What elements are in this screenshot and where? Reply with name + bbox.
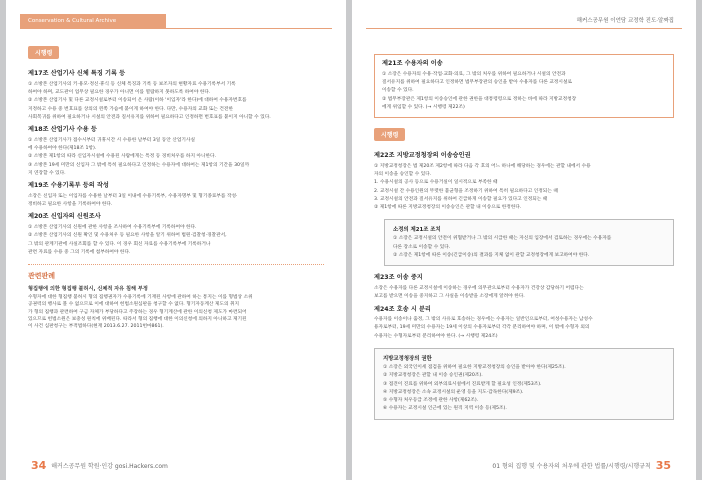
- summary-line: ② 지방교정청장은 관할 내 이송 승인권(제20조).: [383, 373, 483, 379]
- article-item: 정비하고 필요한 사항을 기록하여야 한다.: [28, 202, 113, 208]
- article-item: 용자로부터, 19세 미만의 수용자는 19세 이상의 수용자로부터 각각 분리하여야 하며, 이 밖에 수형자 외의: [374, 325, 590, 331]
- article-item: 관련 자료를 수용 중 그의 기록에 첨부하여야 한다.: [28, 249, 131, 255]
- article-item: 에 수용하여야 한다(제18조 1항).: [28, 146, 97, 152]
- article-item: 2. 교정시설 간 수용인원의 뚜렷한 불균형을 조정하기 위하여 특히 필요하다고 인정되는 때: [374, 188, 558, 194]
- article-item: ① 소방본 산업기사의 키·용모·정신·휴식 등 신체 특징과 기록 등 보조자의 현황자료 수용기록부서 기록: [28, 81, 236, 87]
- article-item: 지정하고 수용 중 번호표를 상의의 왼쪽 가슴에 붙이게 하여야 한다. 다만, 수용자의 교화 또는 건전한: [28, 106, 233, 112]
- right-running-header: 해커스공무원 이언담 교정학 진도·알짜집: [576, 18, 674, 24]
- right-content: [374, 50, 674, 428]
- article-item: ② 소방본 산업기사 및 다른 교정시설로부터 이송되어 온 사람(이하 '이입자'라 한다)에 대하여 수용자번호를: [28, 98, 247, 104]
- case-line: 공권력의 행사로 볼 수 없으므로 이에 대하여 헌법소원심판을 청구할 수 없다. 형기자동계산 제도의 취지: [28, 302, 240, 308]
- related-case-label: 관련판례: [28, 272, 56, 281]
- article-item: ② 법무부장관은 제1항의 이송승인에 관한 권한을 대통령령으로 정하는 바에 따라 지방교정청장: [382, 96, 577, 102]
- article-item: 1. 수용시설의 공사 등으로 수용거실이 일시적으로 부족한 때: [374, 180, 498, 186]
- article-block: [28, 182, 324, 208]
- summary-line: ⑥ 수용자는 교정시설 인근에 있는 원격 지역 이송 등(제5조).: [383, 406, 507, 412]
- note-title: 소정의 제21조 조치: [393, 227, 441, 234]
- article-item: 그 밖의 관계기관에 사실조회를 할 수 있다. 이 경우 회신 자료를 수용기록부에 기록하거나: [28, 241, 211, 247]
- left-page: [6, 0, 346, 480]
- article-title: 제20조 신입자의 신원조사: [28, 213, 101, 221]
- article-title: 제24조 호송 시 분리: [374, 305, 431, 313]
- article-item: 소장은 수용자를 다른 교정시설에 이송하는 경우에 의무관으로부터 수용자가 건강상 감당하기 어렵다는: [374, 285, 584, 291]
- right-header-rule: [366, 28, 682, 29]
- summary-box: [374, 348, 674, 420]
- article-item: ① 지방교정청장은 법 제20조 제2항에 따라 다음 각 호의 어느 하나에 해당하는 경우에는 관할 내에서 수용: [374, 163, 591, 169]
- article-block: [28, 70, 324, 121]
- article-item: 사회복귀를 위하여 필요하거나 시설의 안전과 질서유지를 위하여 필요하다고 인정하면 번호표를 붙이지 아니할 수 있다.: [28, 114, 271, 120]
- article-title: 제17조 산업기사 신체 특징 기록 등: [28, 70, 126, 77]
- article-item: ① 소방본 산업기사의 신원에 관한 사항을 조사하여 수용기록부에 기록하여야 한다.: [28, 225, 197, 231]
- left-header-rule: [20, 28, 332, 29]
- article-item: 지 연장할 수 있다.: [28, 170, 66, 176]
- note-line: ① 소장은 교정시설의 안전이 위협받거나 그 밖의 시급한 때는 자신의 입장에서 검토하는 경우에는 수용자를: [393, 236, 612, 242]
- article-item: ③ 소방본 19세 미만의 신입자 그 밖에 특히 필요하다고 인정하는 수용자에 대하여는 제1항의 기간을 30일까: [28, 162, 250, 168]
- article-title: 제22조 지방교정청장의 이송승인권: [374, 152, 471, 160]
- footer-text: 해커스공무원 학원·인강 gosi.Hackers.com: [51, 463, 168, 470]
- law-article-box: [374, 54, 674, 118]
- enforcement-decree-tag: 시행령: [28, 46, 59, 59]
- article-item: 하여야 하며, 교도관이 업무상 필요한 경우가 아니면 이를 열람하지 못하도록 하여야 한다.: [28, 89, 211, 95]
- article-item: 수용자는 수형자로부터 분리하여야 한다. (→ 시행령 제24조): [374, 333, 498, 339]
- enforcement-decree-tag: 시행령: [374, 128, 405, 141]
- article-item: 질서유지를 위하여 필요하다고 인정하면 법무부장관의 승인을 받아 수용자를 다른 교정시설로: [382, 79, 573, 85]
- article-item: ① 소장은 수용자의 수용·작업·교화·의료, 그 밖의 처우를 위하여 필요하거나 시설의 안전과: [382, 71, 566, 77]
- case-line: 수형자에 대한 형집행 불허시 형의 집행권자가 수용기록에 기재된 사항에 관하여 하는 통지는 이를 형법상 소위: [28, 295, 253, 301]
- section-divider: [28, 264, 324, 265]
- case-title: 형집행에 의한 형집행 불허시, 신체적 자유 침해 부정: [28, 286, 148, 293]
- right-page: [352, 0, 696, 480]
- case-line: 가 형의 집행과 관련하여 구금 자체가 부당하다고 주장하는 경우 형기계산에 관한 이의신청 제도가 마련되어: [28, 309, 247, 315]
- summary-title: 지방교정청장의 권한: [383, 356, 432, 363]
- article-item: ① 소방본 산업기사가 접수시부터 귀휴시간 시 수용한 날부터 3일 동안 산업기사실: [28, 137, 195, 143]
- note-line: ② 소장은 제1항에 따른 이송(긴급이송)의 결과를 지체 없이 관할 교정청장에게 보고하여야 한다.: [393, 253, 590, 258]
- footer-text: 01 형의 집행 및 수용자의 처우에 관한 법률/시행령/시행규칙: [492, 463, 651, 470]
- left-running-header: Conservation & Cultural Archive: [20, 14, 166, 28]
- summary-line: ③ 접견이 진료를 위하여 외부의료시설에서 진료받게 할 필요성 인정(제53조).: [383, 381, 542, 387]
- article-block: [28, 213, 324, 256]
- article-item: ② 소방본 산업기사의 신원 확인 및 수용처우 등 필요한 사항을 알기 위하여 법원·검찰청·경찰관서,: [28, 233, 227, 239]
- article-item: 소장은 신입자 또는 이입자를 수용한 날부터 3일 이내에 수용기록부, 수용자명부 및 형기종료부를 작성·: [28, 193, 238, 199]
- case-line: 이 사건 심판청구는 부적법하다(현재 2013.6.27. 2011헌마861).: [28, 324, 164, 330]
- page-number: 35: [655, 459, 671, 472]
- article-item: ② 소방본 제1항의 따라 신입자시설에 수용된 사람에게는 특정 등 경비처우를 하지 아니한다.: [28, 154, 217, 160]
- right-footer: [492, 459, 674, 472]
- article-item: 보고를 받으면 이송을 중지하고 그 사실을 이송받을 소장에게 알려야 한다.: [374, 294, 525, 300]
- note-line: 다른 장소로 이송할 수 있다.: [393, 244, 451, 250]
- article-item: 이송할 수 있다.: [382, 88, 414, 94]
- article-title: 제23조 이송 중지: [374, 274, 423, 282]
- note-box: [384, 219, 674, 266]
- article-title: 제18조 산업기사 수용 등: [28, 126, 97, 134]
- article-item: 에게 위임할 수 있다. (→ 시행령 제22조): [382, 104, 465, 110]
- article-block: [28, 126, 324, 177]
- summary-line: ① 소장은 외국인이세 점검을 위하여 필요한 지방교정청장의 승인을 받아야 한다(제25조).: [383, 365, 566, 371]
- article-item: 자의 이송을 승인할 수 있다.: [374, 172, 432, 178]
- summary-line: ⑤ 수형자 처우등급 조정에 관한 사항(제62조).: [383, 398, 479, 404]
- article-title: 제19조 수용기록부 등의 작성: [28, 182, 109, 190]
- article-item: ② 제1항에 따른 지방교정청장의 이송승인은 관할 내 이송으로 한정한다.: [374, 205, 522, 211]
- left-footer: [28, 459, 168, 472]
- article-item: 수용자를 이송이나 출정, 그 밖의 사유로 호송하는 경우에는 수용자는 일반인으로부터, 여성수용자는 남성수: [374, 317, 593, 323]
- left-content: [28, 40, 324, 331]
- case-line: 있으므로 헌법소원은 보충성 원칙에 위배된다. 따라서 형의 집행에 대한 이의신청에 의하지 아니하고 제기된: [28, 317, 247, 323]
- article-item: 3. 교정시설의 안전과 질서유지를 위하여 긴급하게 이송할 필요가 있다고 인정되는 때: [374, 196, 548, 202]
- summary-line: ④ 지방교정청장은 소속 교정시설의 운영 등을 지도·감독한다(제9조).: [383, 389, 524, 395]
- page-number: 34: [31, 459, 47, 472]
- article-title: 제21조 수용자의 이송: [382, 60, 443, 67]
